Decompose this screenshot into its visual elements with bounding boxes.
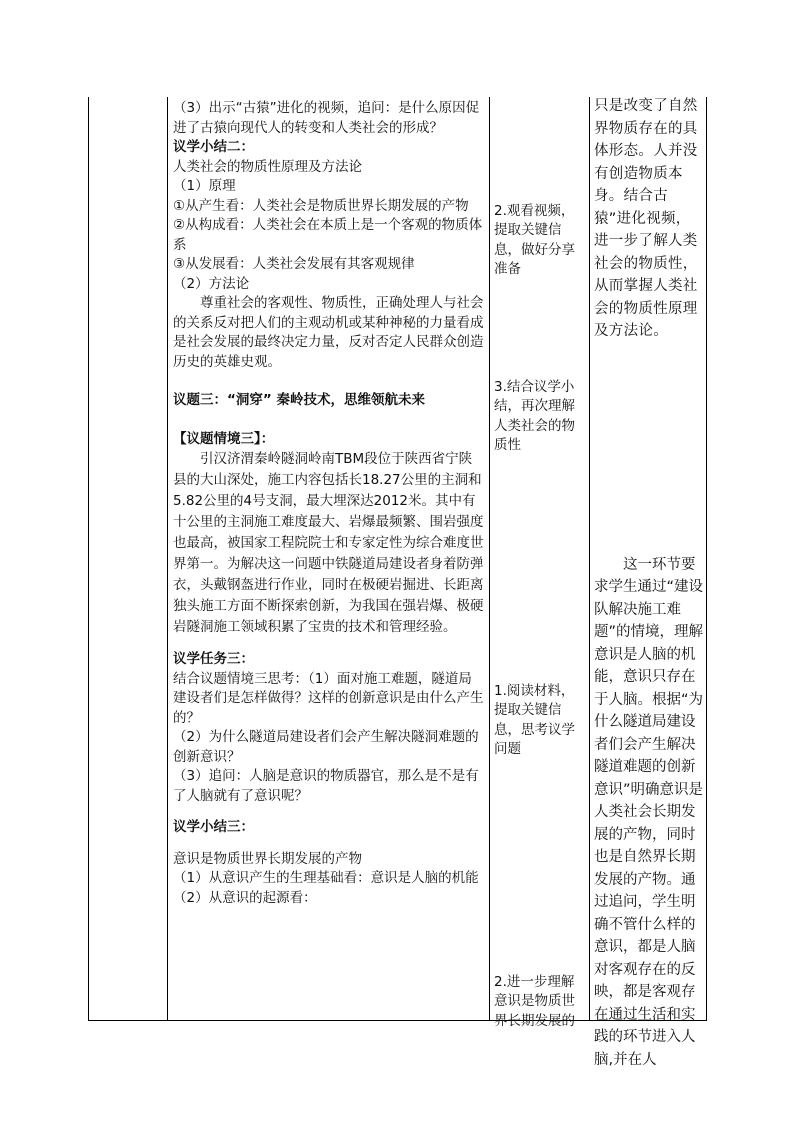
principle-heading: （1）原理: [173, 178, 236, 194]
video-question: （3）出示“古猿”进化的视频，追问：是什么原因促进了古猿向现代人的转变和人类社会的形成？: [173, 100, 480, 136]
table-divider-1: [167, 97, 168, 1020]
intent-paragraph-2: 这一环节要求学生通过“建设队解决施工难题”的情境，理解意识是人脑的机能，意识只存在于人脑。根据“为什么隧道局建设者们会产生解决隧道难题的创新意识”明确意识是人类社会长期发展的产物，同时也是自然界长期发展的产物。通过追问，学生明确不管什么样的意识，都是人脑对客观存在的反映，都是客观存在通过生活和实践的环节进入人脑,并在人: [594, 556, 704, 1068]
summary-two-title: 人类社会的物质性原理及方法论: [173, 158, 362, 175]
principle-development: ③从发展看：人类社会发展有其客观规律: [173, 256, 415, 272]
intent-column: [594, 95, 704, 1071]
student-activity-watch-video: 2.观看视频，提取关键信息，做好分享准备: [494, 202, 575, 277]
table-divider-3: [589, 97, 590, 1020]
student-activity-understand-consciousness: 2.进一步理解意识是物质世界长期发展的: [494, 973, 575, 1029]
principle-composition: ②从构成看：人类社会在本质上是一个客观的物质体系: [173, 217, 483, 253]
table-right-border: [706, 97, 707, 1020]
summary-three-heading: 议学小结三：: [173, 819, 254, 835]
table-divider-2: [489, 97, 490, 1020]
summary-three-title: 意识是物质世界长期发展的产物: [173, 850, 362, 867]
scenario-three-text: 引汉济渭秦岭隧洞岭南TBM段位于陕西省宁陕县的大山深处，施工内容包括长18.27公里的主洞和5.82公里的4号支洞，最大埋深达2012米。其中有十公里的主洞施工难度最大、岩爆最频繁、围岩强度也最高，被国家工程院院士和专家定性为综合难度世界第一。为解决这一问题中铁隧道局建设者身着防弹衣，头戴钢盔进行作业，同时在极硬岩掘进、长距离独头施工方面不断探索创新，为我国在强岩爆、极硬岩隧洞施工领域积累了宝贵的技术和管理经验。: [173, 451, 484, 635]
task-three-question-2: （2）为什么隧道局建设者们会产生解决隧洞难题的创新意识？: [173, 729, 479, 765]
student-activity-review-summary: 3.结合议学小结，再次理解人类社会的物质性: [494, 378, 575, 453]
summary-two-heading: 议学小结二：: [173, 139, 254, 155]
student-activity-read-material: 1.阅读材料，提取关键信息，思考议学问题: [494, 682, 575, 757]
task-three-question-3: （3）追问：人脑是意识的物质器官，那么是不是有了人脑就有了意识呢？: [173, 768, 479, 804]
content-column: [173, 99, 485, 908]
summary-three-point-2: （2）从意识的起源看：: [173, 889, 317, 906]
summary-three-point-1: （1）从意识产生的生理基础看：意识是人脑的机能: [173, 870, 479, 886]
principle-origin: ①从产生看：人类社会是物质世界长期发展的产物: [173, 197, 469, 214]
methodology-text: 尊重社会的客观性、物质性，正确处理人与社会的关系反对把人们的主观动机或某种神秘的力量看成是社会发展的最终决定力量，反对否定人民群众创造历史的英雄史观。: [173, 295, 484, 370]
intent-paragraph-1: 只是改变了自然界物质存在的具体形态。人并没有创造物质本身。结合古猿”进化视频，进一步了解人类社会的物质性，从而掌握人类社会的物质性原理及方法论。: [594, 98, 698, 339]
topic-three-heading: 议题三：“洞穿” 秦岭技术，思维领航未来: [173, 392, 425, 408]
task-three-question-1: 结合议题情境三思考：（1）面对施工难题，隧道局建设者们是怎样做得？这样的创新意识是由什么产生的？: [173, 670, 484, 726]
task-three-heading: 议学任务三：: [173, 651, 254, 667]
scenario-three-heading: 【议题情境三】：: [173, 430, 275, 447]
methodology-heading: （2）方法论: [173, 275, 250, 292]
table-left-border: [88, 97, 89, 1020]
